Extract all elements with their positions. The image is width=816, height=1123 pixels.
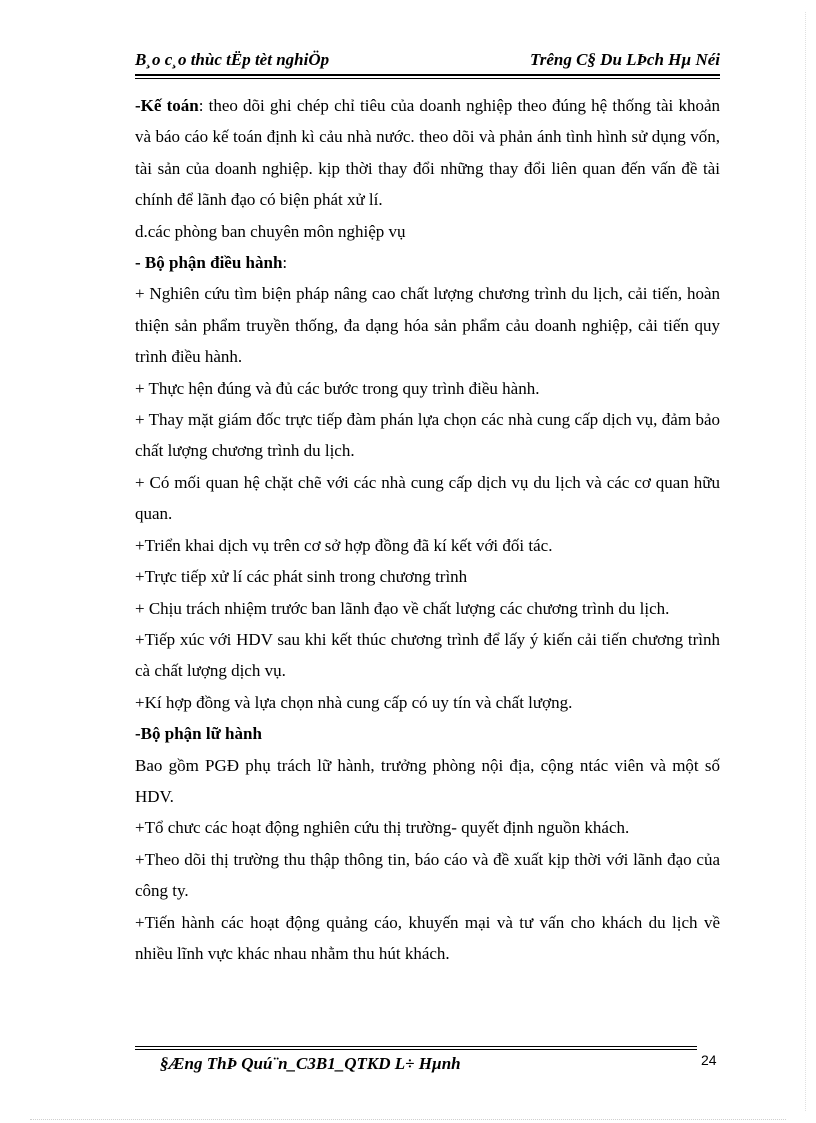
paragraph-text: : [282, 253, 288, 273]
paragraph-text: + Thực hện đúng và đủ các bước trong quy trình điều hành. [135, 378, 540, 398]
document-body [135, 90, 720, 969]
paragraph [135, 404, 720, 467]
page-header [135, 50, 720, 76]
paragraph [135, 530, 720, 561]
paragraph-text: +Kí hợp đồng và lựa chọn nhà cung cấp có uy tín và chất lượng. [135, 692, 573, 712]
paragraph-text: + Có mối quan hệ chặt chẽ với các nhà cung cấp dịch vụ du lịch và các cơ quan hữu quan. [135, 472, 720, 524]
paragraph [135, 624, 720, 687]
paragraph [135, 90, 720, 216]
paragraph-text: + Nghiên cứu tìm biện pháp nâng cao chất lượng chương trình du lịch, cải tiến, hoàn thiện sản phẩm truyền thống, đa dạng hóa sản phẩm cảu doanh nghiệp, cải tiến quy trình điều hành. [135, 284, 720, 367]
paragraph-text: + Chịu trách nhiệm trước ban lãnh đạo về chất lượng các chương trình du lịch. [135, 598, 670, 618]
paragraph-bold-lead: - Bộ phận điều hành [135, 253, 283, 273]
footer-author: §Æng ThÞ Quú¨n_C3B1_QTKD L÷ Hµnh [160, 1054, 461, 1073]
page-edge-right [805, 12, 806, 1111]
paragraph-text: d.các phòng ban chuyên môn nghiệp vụ [135, 221, 406, 241]
header-report-title: B¸o c¸o thùc tËp tèt nghiÖp [135, 50, 330, 69]
paragraph [135, 718, 720, 749]
header-rule [135, 74, 720, 76]
paragraph-text: +Tiến hành các hoạt động quảng cáo, khuyến mại và tư vấn cho khách du lịch về nhiều lĩnh vực khác nhau nhằm thu hút khách. [135, 912, 720, 963]
paragraph-text: Bao gồm PGĐ phụ trách lữ hành, trưởng phòng nội địa, cộng ntác viên và một số HDV. [135, 755, 720, 806]
paragraph [135, 247, 720, 278]
footer-rule [135, 1046, 697, 1047]
paragraph [135, 216, 720, 247]
page-number: 24 [701, 1052, 717, 1068]
paragraph [135, 593, 720, 624]
paragraph-text: +Trực tiếp xử lí các phát sinh trong chương trình [135, 567, 468, 587]
paragraph-text: + Thay mặt giám đốc trực tiếp đàm phán lựa chọn các nhà cung cấp dịch vụ, đảm bảo chất lượng chương trình du lịch. [135, 410, 720, 461]
paragraph-text: +Theo dõi thị trường thu thập thông tin, báo cáo và đề xuất kịp thời với lãnh đạo của công ty. [135, 849, 720, 901]
paragraph [135, 467, 720, 530]
paragraph [135, 373, 720, 404]
paragraph [135, 812, 720, 843]
paragraph-bold-lead: -Bộ phận lữ hành [135, 724, 262, 744]
paragraph [135, 561, 720, 592]
paragraph-text: : theo dõi ghi chép chỉ tiêu của doanh nghiệp theo đúng hệ thống tài khoản và báo cáo kế toán định kì cảu nhà nước. theo dõi và phản ánh tình hình sử dụng vốn, tài sản của doanh nghiệp. kịp thời thay đổi những thay đổi liên quan đến vấn đề tài chính để lãnh đạo có biện phát xử lí. [135, 96, 720, 210]
paragraph [135, 844, 720, 907]
paragraph-text: +Tiếp xúc với HDV sau khi kết thúc chương trình để lấy ý kiến cải tiến chương trình cà chất lượng dịch vụ. [135, 629, 720, 681]
paragraph [135, 278, 720, 372]
footer-rule-thin [135, 1049, 697, 1050]
paragraph [135, 687, 720, 718]
header-school-name: Trêng C§ Du LÞch Hµ Néi [529, 50, 720, 69]
page-edge-bottom [30, 1119, 786, 1120]
header-rule-thin [135, 78, 720, 79]
paragraph [135, 750, 720, 813]
paragraph-text: +Triển khai dịch vụ trên cơ sở hợp đồng đã kí kết với đối tác. [135, 535, 553, 555]
paragraph-text: +Tổ chưc các hoạt động nghiên cứu thị trường- quyết định nguồn khách. [135, 818, 630, 838]
paragraph-bold-lead: -Kế toán [135, 96, 199, 115]
paragraph [135, 907, 720, 970]
